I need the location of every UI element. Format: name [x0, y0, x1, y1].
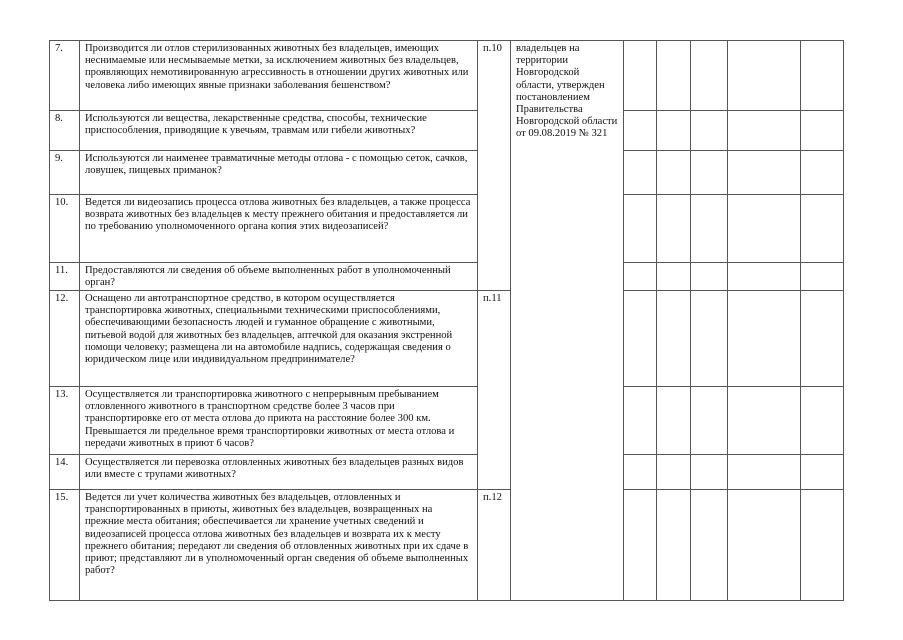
- answer-cell: [657, 291, 691, 387]
- row-number: 13.: [50, 387, 80, 455]
- question-text: Используются ли вещества, лекарственные средства, способы, технические приспособления, приводящие к увечьям, травмам или гибели животных?: [80, 111, 478, 151]
- answer-cell: [657, 195, 691, 263]
- table-row: [50, 195, 844, 263]
- answer-cell: [801, 111, 844, 151]
- answer-cell: [624, 41, 657, 111]
- question-text: Используются ли наименее травматичные методы отлова - с помощью сеток, сачков, ловушек, пищевых приманок?: [80, 151, 478, 195]
- answer-cell: [691, 41, 728, 111]
- question-text: Оснащено ли автотранспортное средство, в котором осуществляется транспортировка животных, специальными техническими приспособлениями, обеспечивающими безопасность людей и гуманное обращение с животными, питьевой водой для животных без владельцев, аптечкой для оказания экстренной помощи человеку; размещена ли на автомобиле надпись, содержащая сведения о юридическом лице или индивидуальном предпринимателе?: [80, 291, 478, 387]
- answer-cell: [728, 111, 801, 151]
- answer-cell: [691, 291, 728, 387]
- regulation-ref: п.12: [478, 490, 511, 601]
- row-number: 8.: [50, 111, 80, 151]
- table-row: [50, 111, 844, 151]
- row-number: 9.: [50, 151, 80, 195]
- answer-cell: [691, 111, 728, 151]
- source-document: владельцев на территории Новгородской области, утвержден постановлением Правительства Новгородской области от 09.08.2019 № 321: [511, 41, 624, 601]
- table-row: [50, 41, 844, 111]
- answer-cell: [728, 455, 801, 490]
- table-row: [50, 387, 844, 455]
- row-number: 10.: [50, 195, 80, 263]
- answer-cell: [691, 455, 728, 490]
- question-text: Осуществляется ли транспортировка животного с непрерывным пребыванием отловленного животного в транспортном средстве более 3 часов при транспортировке его от места отлова до приюта на расстояние более 300 км. Превышается ли предельное время транспортировки животных от места отлова и передачи животных в приют 6 часов?: [80, 387, 478, 455]
- answer-cell: [801, 490, 844, 601]
- answer-cell: [728, 41, 801, 111]
- answer-cell: [728, 387, 801, 455]
- answer-cell: [624, 455, 657, 490]
- answer-cell: [728, 195, 801, 263]
- row-number: 15.: [50, 490, 80, 601]
- answer-cell: [728, 291, 801, 387]
- answer-cell: [657, 387, 691, 455]
- row-number: 7.: [50, 41, 80, 111]
- answer-cell: [624, 387, 657, 455]
- answer-cell: [624, 195, 657, 263]
- checklist-table: [49, 40, 844, 601]
- answer-cell: [728, 490, 801, 601]
- answer-cell: [801, 387, 844, 455]
- answer-cell: [657, 151, 691, 195]
- answer-cell: [624, 263, 657, 291]
- table-row: [50, 490, 844, 601]
- answer-cell: [657, 41, 691, 111]
- table-row: [50, 291, 844, 387]
- answer-cell: [801, 195, 844, 263]
- answer-cell: [801, 151, 844, 195]
- table-row: [50, 455, 844, 490]
- answer-cell: [801, 291, 844, 387]
- answer-cell: [657, 455, 691, 490]
- answer-cell: [728, 151, 801, 195]
- answer-cell: [657, 490, 691, 601]
- answer-cell: [801, 41, 844, 111]
- answer-cell: [624, 111, 657, 151]
- answer-cell: [691, 490, 728, 601]
- table-row: [50, 151, 844, 195]
- answer-cell: [657, 111, 691, 151]
- row-number: 11.: [50, 263, 80, 291]
- answer-cell: [691, 195, 728, 263]
- question-text: Производится ли отлов стерилизованных животных без владельцев, имеющих неснимаемые или несмываемые метки, за исключением животных без владельцев, проявляющих немотивированную агрессивность в отношении других животных или человека либо имеющих явные признаки заболевания бешенством?: [80, 41, 478, 111]
- regulation-ref: п.10: [478, 41, 511, 291]
- question-text: Предоставляются ли сведения об объеме выполненных работ в уполномоченный орган?: [80, 263, 478, 291]
- answer-cell: [728, 263, 801, 291]
- answer-cell: [624, 151, 657, 195]
- answer-cell: [624, 291, 657, 387]
- answer-cell: [624, 490, 657, 601]
- question-text: Ведется ли видеозапись процесса отлова животных без владельцев, а также процесса возврата животных без владельцев к месту прежнего обитания и предоставляется ли по требованию уполномоченного органа копия этих видеозаписей?: [80, 195, 478, 263]
- question-text: Осуществляется ли перевозка отловленных животных без владельцев разных видов или вместе с трупами животных?: [80, 455, 478, 490]
- answer-cell: [801, 263, 844, 291]
- answer-cell: [657, 263, 691, 291]
- regulation-ref: п.11: [478, 291, 511, 490]
- answer-cell: [691, 151, 728, 195]
- answer-cell: [801, 455, 844, 490]
- row-number: 12.: [50, 291, 80, 387]
- row-number: 14.: [50, 455, 80, 490]
- question-text: Ведется ли учет количества животных без владельцев, отловленных и транспортированных в приюты, животных без владельцев, возвращенных на прежние места обитания; обеспечивается ли хранение учетных сведений и видеозаписей процесса отлова животных без владельцев и возврата их к месту прежнего обитания; передают ли сведения об отловленных животных при их сдаче в приют; представляют ли в уполномоченный орган сведения об объеме выполненных работ?: [80, 490, 478, 601]
- answer-cell: [691, 387, 728, 455]
- table-row: [50, 263, 844, 291]
- answer-cell: [691, 263, 728, 291]
